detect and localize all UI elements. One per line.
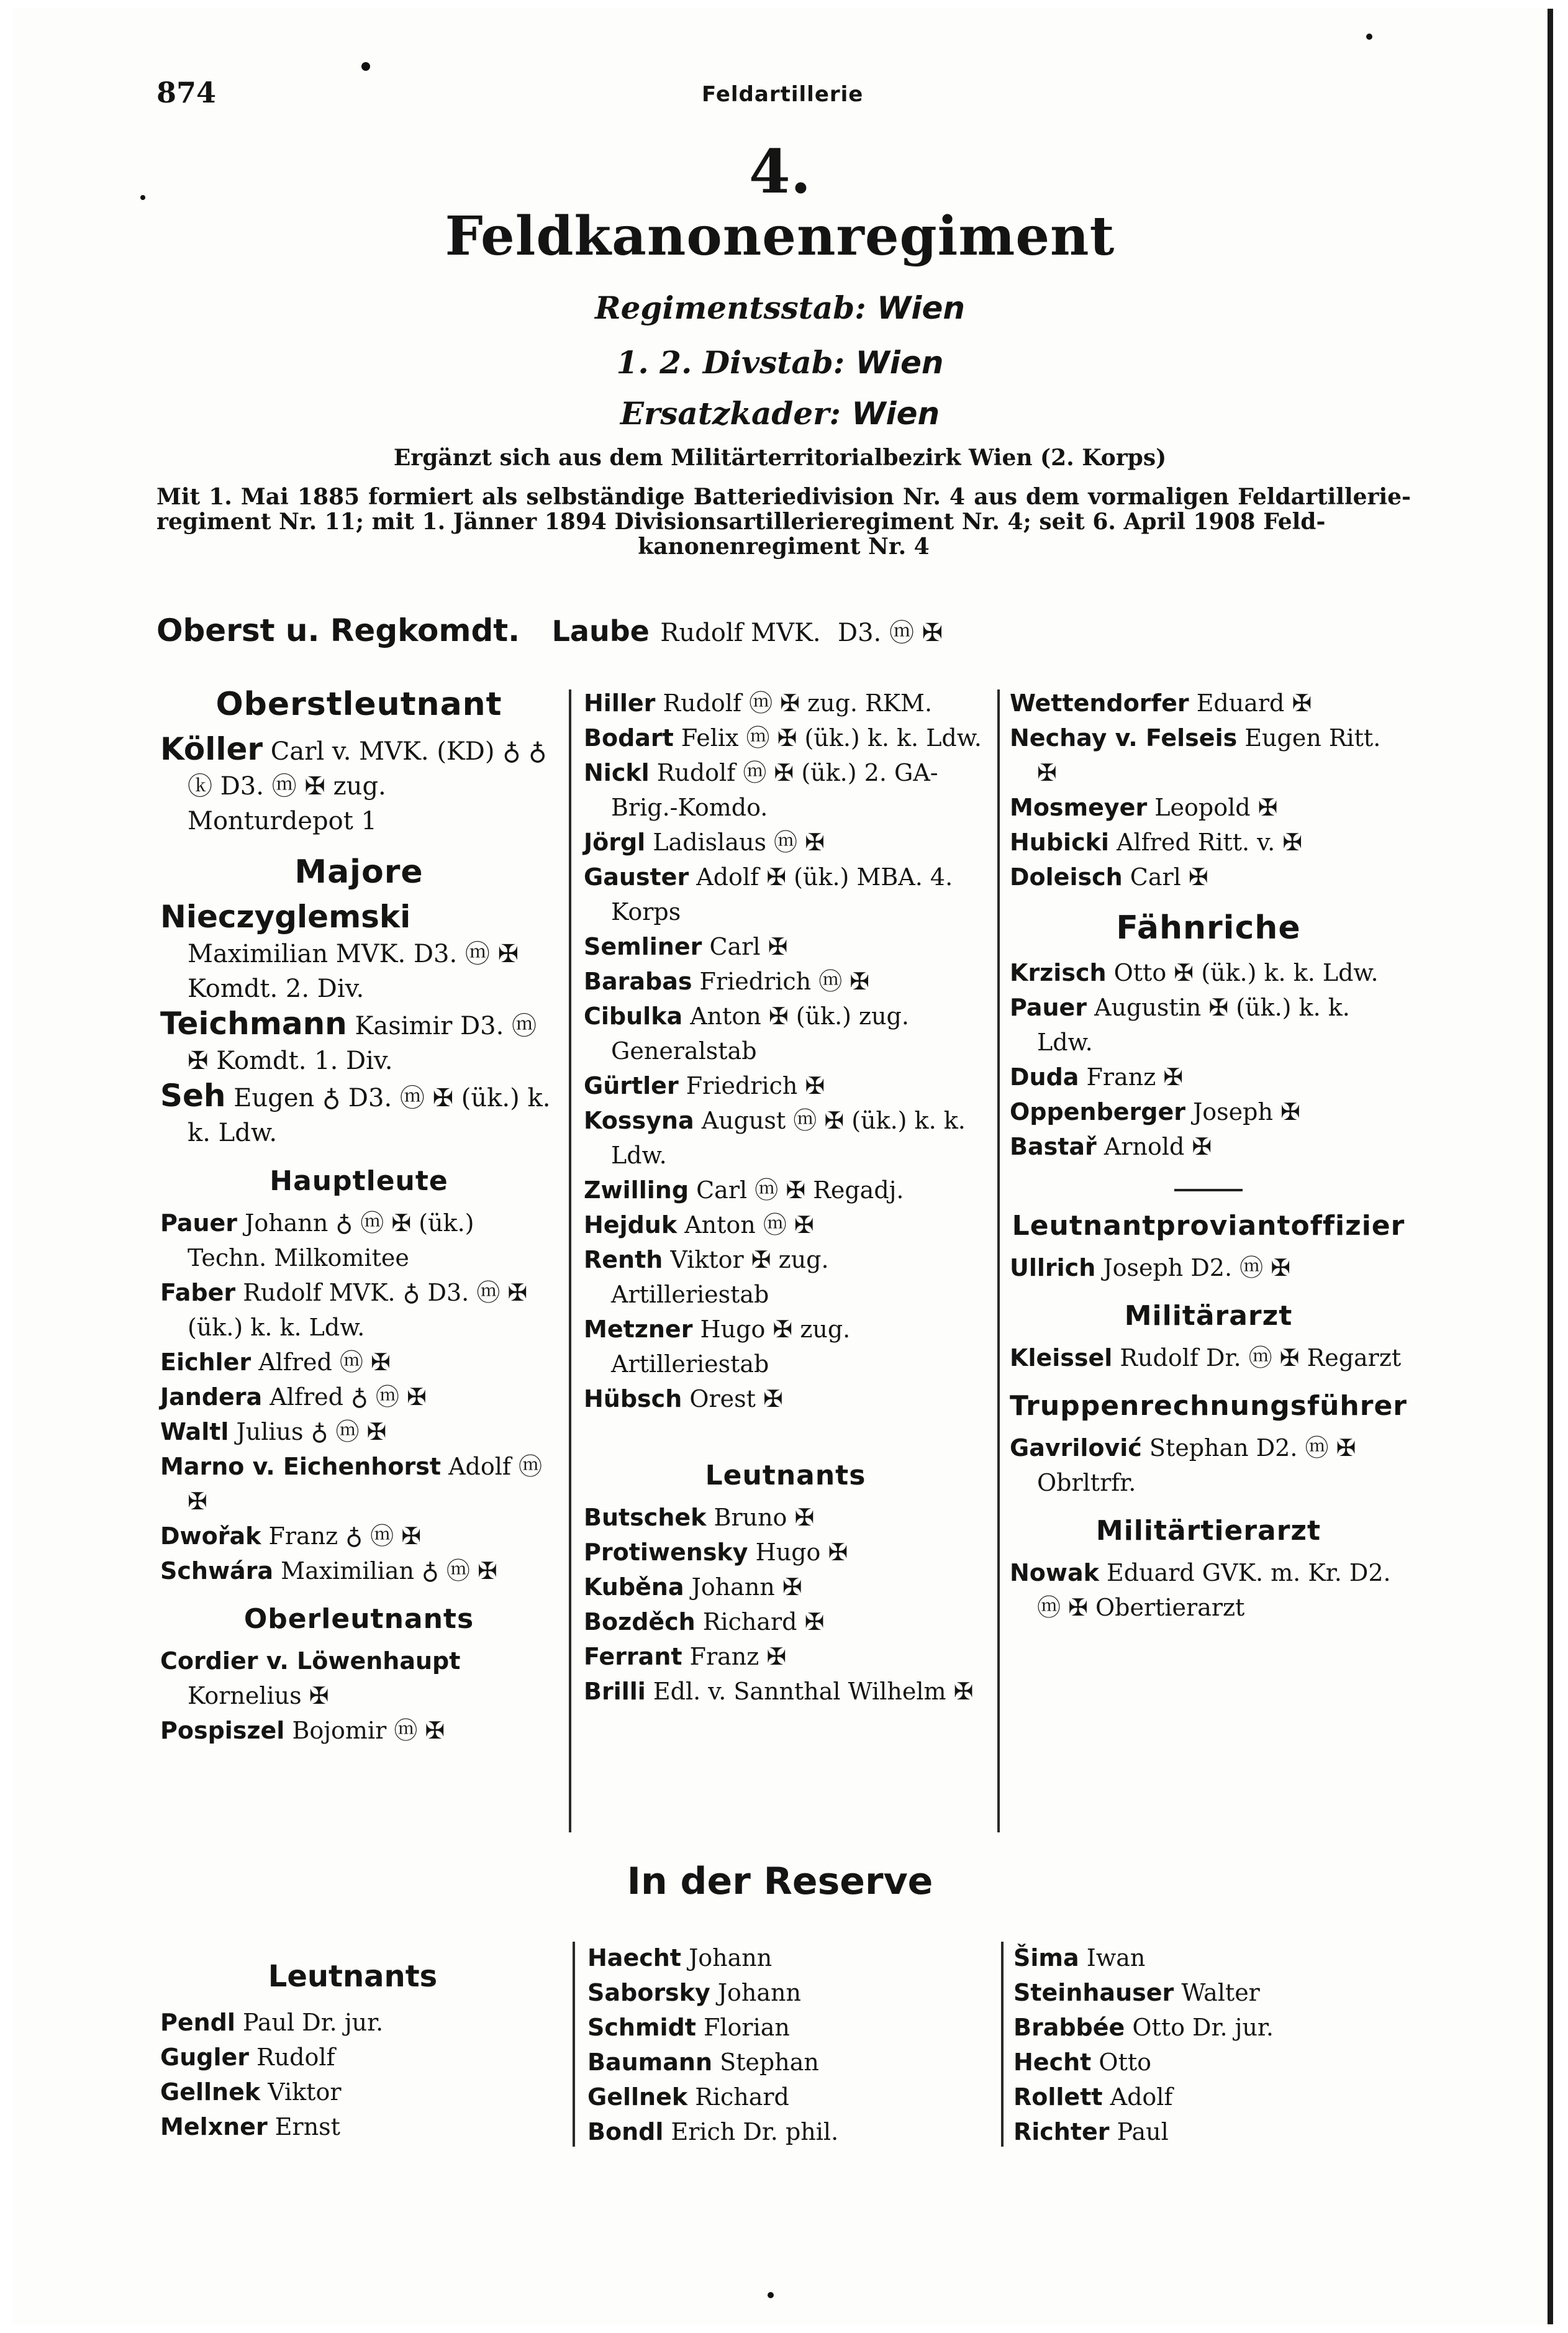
entry-surname: Pospiszel: [160, 1717, 285, 1744]
list-item: [1013, 2045, 1398, 2080]
entry-surname: Rollett: [1013, 2083, 1103, 2111]
entry-surname: Nowak: [1010, 1559, 1099, 1586]
section-heading-proviantoffizier: Leutnantproviantoffizier: [1012, 1210, 1405, 1242]
list-item: [1010, 955, 1407, 990]
entry-surname: Melxner: [160, 2113, 268, 2140]
entry-surname: Schwára: [160, 1557, 274, 1585]
list-item: [1010, 1340, 1407, 1375]
entry-details: Bojomir ⓜ ✠: [292, 1717, 445, 1744]
list-item: [587, 2045, 985, 2080]
list-item: [587, 2080, 985, 2114]
list-item: [160, 1345, 558, 1380]
list-item: [584, 1639, 987, 1674]
entry-details: Anton ⓜ ✠: [684, 1211, 814, 1239]
entry-details: Johann: [689, 1944, 773, 1971]
entry-details: Hugo ✠: [755, 1539, 848, 1566]
entry-details: Augustin ✠ (ük.) k. k. Ldw.: [1037, 994, 1350, 1056]
entry-surname: Richter: [1013, 2118, 1110, 2145]
list-item: [584, 999, 987, 1068]
list-item: [584, 686, 987, 721]
entry-surname: Ferrant: [584, 1643, 682, 1670]
page: [12, 9, 1553, 2324]
entry-details: Paul: [1117, 2118, 1169, 2145]
entry-details: Johann ✠: [691, 1573, 802, 1601]
list-item: [160, 1380, 558, 1414]
entry-details: Richard ✠: [702, 1608, 825, 1635]
entry-surname: Schmidt: [587, 2014, 696, 2041]
entry-details: Eugen ♁ D3. ⓜ ✠ (ük.) k. k. Ldw.: [188, 1084, 551, 1147]
section-divider: [1174, 1189, 1243, 1191]
entry-surname: Hubicki: [1010, 829, 1109, 856]
list-item: [1010, 1129, 1407, 1164]
entry-surname: Waltl: [160, 1418, 229, 1445]
entry-surname: Nechay v. Felseis: [1010, 724, 1238, 752]
entry-details: Erich Dr. phil.: [671, 2118, 839, 2145]
entry-details: Eduard GVK. m. Kr. D2. ⓜ ✠ Obertierarzt: [1037, 1559, 1391, 1621]
entry-details: Franz ✠: [689, 1643, 787, 1670]
reserve-column-3: [1013, 1940, 1398, 2149]
commander-rank: Oberst u. Regkomdt.: [156, 612, 520, 648]
list-item: [584, 1242, 987, 1312]
entry-surname: Teichmann: [160, 1006, 347, 1042]
entry-details: Felix ⓜ ✠ (ük.) k. k. Ldw.: [681, 724, 982, 752]
list-item: [1010, 790, 1407, 825]
entry-details: Otto ✠ (ük.) k. k. Ldw.: [1113, 959, 1379, 986]
entry-surname: Gellnek: [160, 2078, 261, 2106]
list-item: [584, 1604, 987, 1639]
entry-surname: Bozděch: [584, 1608, 696, 1635]
entry-surname: Dwořak: [160, 1522, 261, 1550]
list-item: [584, 860, 987, 929]
entry-details: August ⓜ ✠ (ük.) k. k. Ldw.: [611, 1107, 966, 1169]
entry-details: Adolf ⓜ ✠: [188, 1453, 543, 1515]
entry-details: Hugo ✠ zug. Artilleriestab: [611, 1316, 851, 1378]
entry-details: Richard: [695, 2083, 789, 2111]
list-item: [160, 2040, 545, 2075]
section-heading-oberleutnants: Oberleutnants: [243, 1603, 474, 1635]
entry-surname: Doleisch: [1010, 863, 1123, 891]
section-heading-majore: Majore: [294, 853, 424, 891]
entry-details: Otto Dr. jur.: [1132, 2014, 1274, 2041]
entry-surname: Jörgl: [584, 829, 646, 856]
commander-given: Rudolf MVK.: [660, 619, 821, 647]
list-item: [584, 1207, 987, 1242]
entry-details: Stephan: [720, 2049, 819, 2076]
list-item: [1010, 1060, 1407, 1094]
page-number: 874: [156, 76, 217, 109]
list-item: [1013, 1975, 1398, 2010]
list-item: [587, 1940, 985, 1975]
section-heading-leutnants: Leutnants: [705, 1460, 866, 1491]
entry-details: Maximilian MVK. D3. ⓜ ✠ Komdt. 2. Div.: [188, 940, 519, 1003]
entry-surname: Gürtler: [584, 1072, 679, 1099]
entry-surname: Jandera: [160, 1383, 263, 1411]
commander-decorations: D3. ⓜ ✠: [838, 619, 943, 647]
entry-surname: Wettendorfer: [1010, 689, 1189, 717]
entry-details: Julius ♁ ⓜ ✠: [236, 1418, 387, 1445]
list-item: [584, 755, 987, 825]
entry-surname: Pauer: [160, 1209, 238, 1237]
commander-line: [156, 612, 943, 648]
entry-surname: Baumann: [587, 2049, 713, 2076]
reserve-column-2: [587, 1940, 985, 2149]
entry-surname: Hübsch: [584, 1385, 682, 1412]
entry-details: Carl ⓜ ✠ Regadj.: [696, 1176, 904, 1204]
list-item: [1010, 686, 1407, 721]
column-2: [584, 686, 987, 1709]
entry-details: Walter: [1181, 1979, 1260, 2006]
entry-details: Otto: [1099, 2049, 1151, 2076]
list-item: [587, 2114, 985, 2149]
entry-details: Rudolf Dr. ⓜ ✠ Regarzt: [1120, 1344, 1402, 1371]
reserve-title: In der Reserve: [627, 1860, 933, 1903]
entry-details: Alfred ♁ ⓜ ✠: [270, 1383, 427, 1411]
entry-surname: Kleissel: [1010, 1344, 1113, 1371]
entry-surname: Saborsky: [587, 1979, 710, 2006]
entry-details: Arnold ✠: [1103, 1133, 1212, 1160]
entry-surname: Duda: [1010, 1063, 1079, 1091]
entry-surname: Renth: [584, 1246, 663, 1273]
running-head: Feldartillerie: [702, 82, 864, 107]
section-heading-truppenrechnungsfuehrer: Truppenrechnungsführer: [1010, 1390, 1407, 1422]
list-item: [584, 1674, 987, 1709]
list-item: [584, 1068, 987, 1103]
list-item: [160, 1206, 558, 1275]
list-item: [160, 1644, 558, 1713]
list-item: [1010, 1094, 1407, 1129]
list-item: [1013, 2010, 1398, 2045]
entry-surname: Ullrich: [1010, 1254, 1096, 1281]
history-line: Mit 1. Mai 1885 formiert als selbständige Batteriedivision Nr. 4 aus dem vormaligen Feldartillerie-: [156, 484, 1411, 510]
history-line: kanonenregiment Nr. 4: [638, 534, 930, 560]
section-heading-militaertierarzt: Militärtierarzt: [1095, 1515, 1321, 1547]
station-city: Wien: [855, 345, 944, 381]
entry-details: Friedrich ✠: [686, 1072, 825, 1099]
list-item: [584, 1381, 987, 1416]
list-item: [587, 1975, 985, 2010]
list-item: [1010, 1430, 1407, 1500]
list-item: [1010, 990, 1407, 1060]
entry-details: Franz ✠: [1086, 1063, 1184, 1091]
entry-surname: Cordier v. Löwenhaupt: [160, 1647, 461, 1675]
station-city: Wien: [877, 290, 965, 326]
list-item: [584, 929, 987, 964]
entry-details: Edl. v. Sannthal Wilhelm ✠: [653, 1678, 974, 1705]
section-heading-oberstleutnant: Oberstleutnant: [215, 686, 502, 723]
entry-details: Bruno ✠: [714, 1504, 815, 1531]
entry-details: Kornelius ✠: [188, 1682, 329, 1709]
list-item: [584, 964, 987, 999]
section-heading-faehnriche: Fähnriche: [1116, 909, 1301, 947]
entry-surname: Mosmeyer: [1010, 794, 1148, 821]
entry-details: Alfred ⓜ ✠: [258, 1348, 391, 1376]
entry-surname: Pauer: [1010, 994, 1087, 1021]
list-item: [160, 1519, 558, 1553]
column-1: [160, 686, 558, 1748]
list-item: [160, 1553, 558, 1588]
entry-details: Joseph ✠: [1193, 1098, 1300, 1126]
list-item: [584, 1535, 987, 1570]
entry-surname: Metzner: [584, 1316, 693, 1343]
entry-surname: Bastař: [1010, 1133, 1097, 1160]
list-item: [160, 1006, 558, 1078]
station-city: Wien: [851, 396, 940, 432]
entry-surname: Oppenberger: [1010, 1098, 1185, 1126]
list-item: [160, 1078, 558, 1150]
entry-details: Paul Dr. jur.: [243, 2009, 384, 2036]
section-heading-militaerarzt: Militärarzt: [1124, 1300, 1293, 1332]
entry-surname: Eichler: [160, 1348, 252, 1376]
entry-surname: Hecht: [1013, 2049, 1092, 2076]
column-divider: [997, 689, 1000, 1832]
entry-surname: Seh: [160, 1078, 226, 1114]
list-item: [160, 2109, 545, 2144]
list-item: [584, 1103, 987, 1173]
station-label: Ersatzkader:: [620, 395, 841, 432]
entry-surname: Bodart: [584, 724, 674, 752]
print-speck: [768, 2292, 774, 2298]
unit-number: 4.: [748, 137, 812, 207]
entry-details: Rudolf ⓜ ✠ (ük.) 2. GA-Brig.-Komdo.: [611, 759, 938, 821]
list-item: [584, 1173, 987, 1207]
entry-surname: Nieczyglemski: [160, 899, 411, 935]
entry-details: Friedrich ⓜ ✠: [699, 968, 870, 995]
entry-surname: Zwilling: [584, 1176, 689, 1204]
entry-surname: Brilli: [584, 1678, 646, 1705]
entry-details: Rudolf: [256, 2044, 335, 2071]
entry-surname: Hejduk: [584, 1211, 678, 1239]
list-item: [1010, 860, 1407, 894]
entry-surname: Kossyna: [584, 1107, 694, 1134]
entry-details: Anton ✠ (ük.) zug. Generalstab: [611, 1003, 909, 1065]
entry-details: Stephan D2. ⓜ ✠ Obrltrfr.: [1037, 1434, 1356, 1496]
entry-details: Maximilian ♁ ⓜ ✠: [281, 1557, 497, 1585]
entry-details: Ernst: [274, 2113, 340, 2140]
entry-surname: Krzisch: [1010, 959, 1107, 986]
entry-surname: Gauster: [584, 863, 689, 891]
list-item: [1010, 721, 1407, 790]
entry-details: Carl ✠: [1130, 863, 1208, 891]
entry-surname: Haecht: [587, 1944, 681, 1971]
list-item: [160, 2005, 545, 2040]
column-divider: [569, 689, 571, 1832]
list-item: [160, 1713, 558, 1748]
entry-surname: Brabbée: [1013, 2014, 1125, 2041]
list-item: [1013, 2114, 1398, 2149]
entry-details: Kasimir D3. ⓜ ✠ Komdt. 1. Div.: [188, 1012, 537, 1075]
entry-surname: Bondl: [587, 2118, 664, 2145]
list-item: [1010, 1250, 1407, 1285]
section-heading-hauptleute: Hauptleute: [270, 1165, 448, 1197]
entry-details: Eduard ✠: [1196, 689, 1312, 717]
list-item: [160, 1275, 558, 1345]
entry-surname: Gavrilović: [1010, 1434, 1142, 1462]
entry-surname: Faber: [160, 1279, 236, 1306]
column-3: [1010, 686, 1407, 1625]
list-item: [1013, 1940, 1398, 1975]
list-item: [584, 1570, 987, 1604]
reserve-heading-leutnants: Leutnants: [268, 1959, 438, 1994]
entry-details: Rudolf MVK. ♁ D3. ⓜ ✠ (ük.) k. k. Ldw.: [188, 1279, 528, 1341]
entry-details: Iwan: [1086, 1944, 1146, 1971]
print-speck: [1366, 34, 1372, 40]
entry-details: Viktor ✠ zug. Artilleriestab: [611, 1246, 829, 1308]
list-item: [584, 1312, 987, 1381]
entry-surname: Köller: [160, 731, 263, 767]
entry-details: Leopold ✠: [1154, 794, 1278, 821]
entry-surname: Gellnek: [587, 2083, 688, 2111]
history-line: regiment Nr. 11; mit 1. Jänner 1894 Divisionsartillerieregiment Nr. 4; seit 6. April 1908 Feld-: [156, 509, 1326, 535]
history-paragraph: [156, 484, 1411, 559]
list-item: [160, 1414, 558, 1449]
station-label: Regimentsstab:: [595, 289, 866, 326]
station-divstab: [12, 344, 1548, 381]
recruitment-note: Ergänzt sich aus dem Militärterritorialbezirk Wien (2. Korps): [393, 445, 1167, 471]
list-item: [1010, 825, 1407, 860]
entry-surname: Pendl: [160, 2009, 235, 2036]
entry-details: Carl ✠: [709, 933, 788, 960]
entry-surname: Gugler: [160, 2044, 249, 2071]
entry-details: Franz ♁ ⓜ ✠: [268, 1522, 422, 1550]
entry-details: Florian: [704, 2014, 790, 2041]
entry-surname: Nickl: [584, 759, 650, 786]
list-item: [1013, 2080, 1398, 2114]
reserve-column-1: [160, 1940, 545, 2144]
entry-surname: Semliner: [584, 933, 702, 960]
entry-details: Ladislaus ⓜ ✠: [653, 829, 825, 856]
list-item: [160, 899, 558, 1006]
list-item: [160, 2075, 545, 2109]
station-ersatzkader: [12, 395, 1548, 432]
list-item: [584, 825, 987, 860]
print-speck: [361, 62, 370, 71]
station-regimentsstab: [12, 289, 1548, 326]
commander-surname: Laube: [551, 614, 650, 648]
entry-details: Rudolf ⓜ ✠ zug. RKM.: [663, 689, 933, 717]
unit-title: Feldkanonenregiment: [445, 205, 1115, 268]
station-label: 1. 2. Divstab:: [616, 344, 845, 381]
list-item: [160, 1449, 558, 1519]
entry-surname: Protiwensky: [584, 1539, 748, 1566]
column-divider: [1001, 1942, 1004, 2147]
entry-details: Johann: [717, 1979, 801, 2006]
entry-surname: Cibulka: [584, 1003, 683, 1030]
list-item: [160, 732, 558, 839]
entry-surname: Kuběna: [584, 1573, 684, 1601]
entry-details: Carl v. MVK. (KD) ♁ ♁ ⓚ D3. ⓜ ✠ zug. Monturdepot 1: [188, 737, 547, 835]
entry-surname: Marno v. Eichenhorst: [160, 1453, 441, 1480]
entry-details: Adolf ✠ (ük.) MBA. 4. Korps: [611, 863, 953, 925]
entry-surname: Steinhauser: [1013, 1979, 1174, 2006]
entry-surname: Hiller: [584, 689, 656, 717]
entry-details: Johann ♁ ⓜ ✠ (ük.) Techn. Milkomitee: [188, 1209, 474, 1271]
list-item: [1010, 1555, 1407, 1625]
entry-details: Joseph D2. ⓜ ✠: [1103, 1254, 1291, 1281]
list-item: [584, 1500, 987, 1535]
list-item: [587, 2010, 985, 2045]
entry-details: Viktor: [268, 2078, 342, 2106]
entry-surname: Butschek: [584, 1504, 707, 1531]
entry-details: Alfred Ritt. v. ✠: [1117, 829, 1303, 856]
entry-details: Eugen Ritt. ✠: [1037, 724, 1381, 786]
entry-details: Adolf: [1110, 2083, 1173, 2111]
entry-surname: Šima: [1013, 1944, 1079, 1971]
list-item: [584, 721, 987, 755]
entry-surname: Barabas: [584, 968, 692, 995]
column-divider: [573, 1942, 575, 2147]
entry-details: Orest ✠: [689, 1385, 783, 1412]
